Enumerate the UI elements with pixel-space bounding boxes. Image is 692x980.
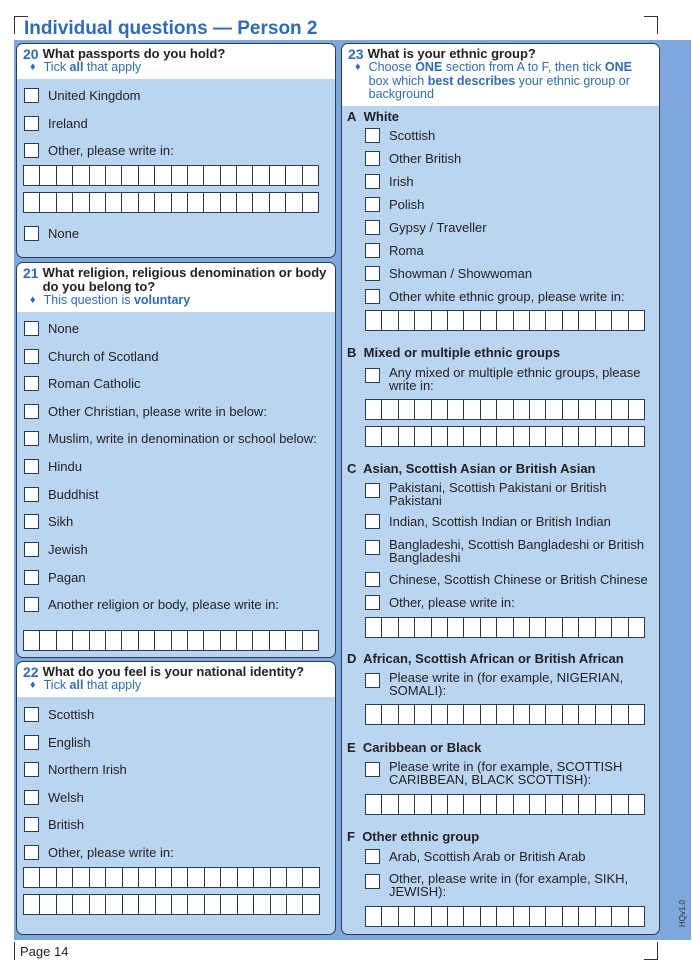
option-northern-irish[interactable]: Northern Irish <box>24 762 127 777</box>
question-text: What is your ethnic group? <box>367 46 536 61</box>
question-instruction: ♦ Choose ONE section from A to F, then tick ONE box which best describes your ethnic group or background <box>355 60 632 101</box>
section-f-heading: F Other ethnic group <box>347 829 480 844</box>
checkbox[interactable] <box>24 349 39 364</box>
checkbox[interactable] <box>365 220 380 235</box>
question-instruction: ♦ Tick all that apply <box>30 60 142 74</box>
option-other-ethnic[interactable]: Other, please write in (for example, SIKH, JEWISH): <box>365 873 647 898</box>
option-showman[interactable]: Showman / Showwoman <box>365 266 532 281</box>
checkbox[interactable] <box>24 143 39 158</box>
option-other-asian[interactable]: Other, please write in: <box>365 595 515 610</box>
checkbox[interactable] <box>24 431 39 446</box>
write-in-field[interactable] <box>365 906 645 927</box>
question-instruction: ♦ This question is voluntary <box>30 293 191 307</box>
option-jewish[interactable]: Jewish <box>24 542 88 557</box>
diamond-icon: ♦ <box>30 61 36 73</box>
question-22-panel <box>16 661 336 935</box>
question-22-header <box>17 662 335 697</box>
checkbox[interactable] <box>24 762 39 777</box>
checkbox[interactable] <box>24 116 39 131</box>
checkbox[interactable] <box>365 673 380 688</box>
option-sikh[interactable]: Sikh <box>24 514 73 529</box>
checkbox[interactable] <box>24 226 39 241</box>
question-23-panel <box>341 43 660 935</box>
checkbox[interactable] <box>365 874 380 889</box>
form-version-code: HQv1.0 <box>678 900 687 928</box>
question-text: What passports do you hold? <box>42 46 226 61</box>
option-bangladeshi[interactable]: Bangladeshi, Scottish Bangladeshi or British Bangladeshi <box>365 539 647 564</box>
option-pagan[interactable]: Pagan <box>24 570 86 585</box>
question-number: 23 <box>348 46 364 62</box>
option-arab[interactable]: Arab, Scottish Arab or British Arab <box>365 849 586 864</box>
crop-mark-top-right <box>644 16 658 34</box>
checkbox[interactable] <box>24 459 39 474</box>
checkbox[interactable] <box>24 845 39 860</box>
write-in-field[interactable] <box>23 630 319 651</box>
checkbox[interactable] <box>24 707 39 722</box>
checkbox[interactable] <box>365 540 380 555</box>
checkbox[interactable] <box>365 174 380 189</box>
option-irish[interactable]: Irish <box>365 174 414 189</box>
option-pakistani[interactable]: Pakistani, Scottish Pakistani or British Pakistani <box>365 482 647 507</box>
checkbox[interactable] <box>365 197 380 212</box>
option-ireland[interactable]: Ireland <box>24 116 88 131</box>
section-e-heading: E Caribbean or Black <box>347 740 482 755</box>
question-21-panel <box>16 262 336 658</box>
option-none[interactable]: None <box>24 226 79 241</box>
checkbox[interactable] <box>365 243 380 258</box>
section-b-heading: B Mixed or multiple ethnic groups <box>347 345 561 360</box>
checkbox[interactable] <box>365 266 380 281</box>
diamond-icon: ♦ <box>30 294 36 306</box>
write-in-field[interactable] <box>23 192 319 213</box>
option-gypsy-traveller[interactable]: Gypsy / Traveller <box>365 220 487 235</box>
option-scottish[interactable]: Scottish <box>24 707 94 722</box>
checkbox[interactable] <box>24 487 39 502</box>
option-roman-catholic[interactable]: Roman Catholic <box>24 376 141 391</box>
option-mixed[interactable]: Any mixed or multiple ethnic groups, please write in: <box>365 367 647 392</box>
checkbox[interactable] <box>365 151 380 166</box>
checkbox[interactable] <box>24 404 39 419</box>
checkbox[interactable] <box>24 735 39 750</box>
option-none[interactable]: None <box>24 321 79 336</box>
option-other[interactable]: Other, please write in: <box>24 845 174 860</box>
question-instruction: ♦ Tick all that apply <box>30 678 142 692</box>
write-in-field[interactable] <box>365 704 645 725</box>
checkbox[interactable] <box>365 572 380 587</box>
option-buddhist[interactable]: Buddhist <box>24 487 99 502</box>
checkbox[interactable] <box>24 514 39 529</box>
checkbox[interactable] <box>365 849 380 864</box>
section-d-heading: D African, Scottish African or British African <box>347 651 624 666</box>
question-21-header <box>17 263 335 312</box>
option-other-white[interactable]: Other white ethnic group, please write in: <box>365 289 625 304</box>
checkbox[interactable] <box>365 289 380 304</box>
option-another-religion[interactable]: Another religion or body, please write in: <box>24 597 279 612</box>
question-number: 22 <box>23 664 39 680</box>
checkbox[interactable] <box>24 88 39 103</box>
diamond-icon: ♦ <box>355 61 361 73</box>
question-text: What religion, religious denomination or body do you belong to? <box>42 265 327 294</box>
checkbox[interactable] <box>365 128 380 143</box>
write-in-field[interactable] <box>365 617 645 638</box>
option-british[interactable]: British <box>24 817 84 832</box>
page-title: Individual questions — Person 2 <box>24 18 318 39</box>
option-roma[interactable]: Roma <box>365 243 424 258</box>
section-c-heading: C Asian, Scottish Asian or British Asian <box>347 461 596 476</box>
option-other[interactable]: Other, please write in: <box>24 143 174 158</box>
option-hindu[interactable]: Hindu <box>24 459 82 474</box>
crop-mark-bottom-right <box>644 942 658 960</box>
question-20-header <box>17 44 335 79</box>
checkbox[interactable] <box>24 321 39 336</box>
checkbox[interactable] <box>365 514 380 529</box>
option-church-of-scotland[interactable]: Church of Scotland <box>24 349 159 364</box>
checkbox[interactable] <box>24 817 39 832</box>
checkbox[interactable] <box>365 762 380 777</box>
option-other-christian[interactable]: Other Christian, please write in below: <box>24 404 267 419</box>
question-number: 21 <box>23 265 39 281</box>
option-english[interactable]: English <box>24 735 91 750</box>
checkbox[interactable] <box>365 595 380 610</box>
checkbox[interactable] <box>24 790 39 805</box>
option-polish[interactable]: Polish <box>365 197 424 212</box>
write-in-field[interactable] <box>23 165 319 186</box>
question-23-header <box>342 44 659 106</box>
write-in-field[interactable] <box>365 794 645 815</box>
question-20-panel <box>16 43 336 258</box>
section-a-heading: A White <box>347 109 400 124</box>
checkbox[interactable] <box>24 597 39 612</box>
write-in-field[interactable] <box>365 310 645 331</box>
checkbox[interactable] <box>365 368 380 383</box>
page-number: Page 14 <box>20 944 69 959</box>
option-other-british[interactable]: Other British <box>365 151 461 166</box>
option-caribbean[interactable]: Please write in (for example, SCOTTISH CARIBBEAN, BLACK SCOTTISH): <box>365 761 647 786</box>
write-in-field[interactable] <box>365 426 645 447</box>
option-welsh[interactable]: Welsh <box>24 790 84 805</box>
option-united-kingdom[interactable]: United Kingdom <box>24 88 141 103</box>
write-in-field[interactable] <box>365 399 645 420</box>
option-indian[interactable]: Indian, Scottish Indian or British Indian <box>365 514 611 529</box>
question-text: What do you feel is your national identity? <box>42 664 305 679</box>
checkbox[interactable] <box>365 483 380 498</box>
question-number: 20 <box>23 46 39 62</box>
option-african[interactable]: Please write in (for example, NIGERIAN, SOMALI): <box>365 672 647 697</box>
checkbox[interactable] <box>24 376 39 391</box>
option-chinese[interactable]: Chinese, Scottish Chinese or British Chinese <box>365 572 648 587</box>
option-white-scottish[interactable]: Scottish <box>365 128 435 143</box>
checkbox[interactable] <box>24 542 39 557</box>
checkbox[interactable] <box>24 570 39 585</box>
write-in-field[interactable] <box>23 894 320 915</box>
diamond-icon: ♦ <box>30 679 36 691</box>
option-muslim[interactable]: Muslim, write in denomination or school below: <box>24 431 317 446</box>
write-in-field[interactable] <box>23 867 320 888</box>
